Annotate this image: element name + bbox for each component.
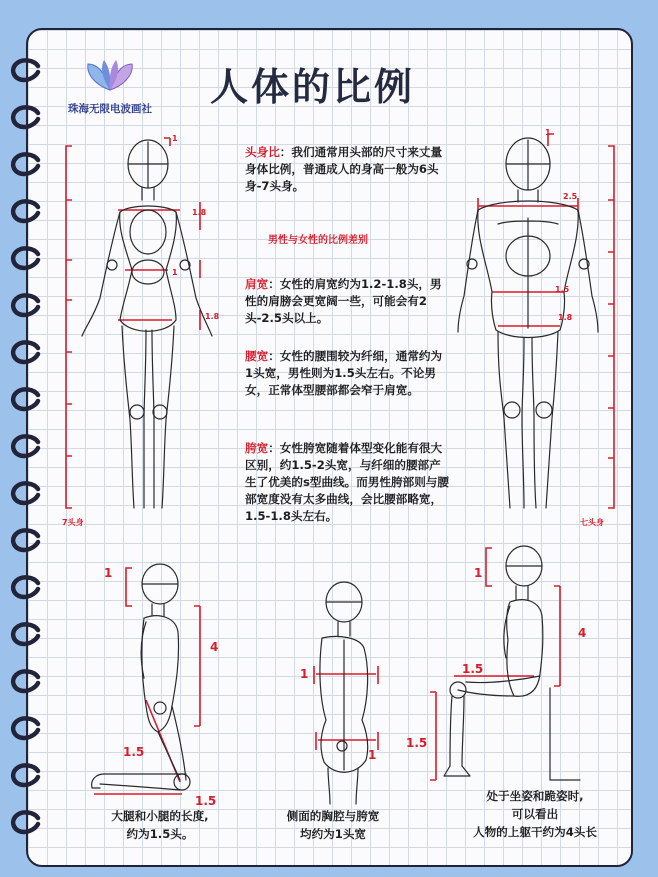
binding-ring-icon: [8, 763, 42, 789]
male-mark-2: 2.5: [563, 192, 578, 201]
binding-ring-icon: [8, 246, 42, 272]
binding-ring-icon: [8, 387, 42, 413]
female-total-label: 7头身: [62, 518, 84, 527]
sit-caption-line-2: 可以看出: [511, 807, 559, 821]
waist-label: 腰宽: [245, 349, 269, 363]
hip-paragraph: [245, 440, 450, 525]
head-ratio-paragraph: [245, 144, 450, 195]
kneeling-figure-illustration: [60, 560, 230, 810]
sit-caption-line-3: 人物的上躯干约为4头长: [472, 825, 597, 839]
kneel-mark-torso: 4: [210, 640, 219, 654]
female-mark-2: 1.8: [192, 208, 207, 217]
female-mark-1: 1: [172, 134, 178, 143]
hip-text: ：女性胯宽随着体型变化能有很大区别，约1.5-2头宽，与纤细的腰部产生了优美的s型曲线。而男性胯部则与腰部宽度没有太多曲线，会比腰部略宽，1.5-1.8头左右。: [245, 441, 449, 523]
waist-text: ：女性的腰围较为纤细，通常约为1头宽，男性则为1.5头左右。不论男女，正常体型腰部都会窄于肩宽。: [245, 349, 443, 397]
side-mark-chest: 1: [300, 667, 309, 681]
male-total-label: 七头身: [580, 518, 604, 527]
binding-ring-icon: [8, 340, 42, 366]
binding-ring-icon: [8, 152, 42, 178]
binding-ring-icon: [8, 716, 42, 742]
binding-ring-icon: [8, 293, 42, 319]
shoulder-paragraph: [245, 276, 450, 327]
male-mark-4: 1.8: [558, 313, 573, 322]
binding-ring-icon: [8, 105, 42, 131]
subtitle: 男性与女性的比例差别: [268, 235, 368, 246]
head-ratio-text: ：我们通常用头部的尺寸来丈量身体比例，普通成人的身高一般为6头身-7头身。: [245, 145, 443, 193]
binding-ring-icon: [8, 199, 42, 225]
binding-ring-icon: [8, 528, 42, 554]
kneel-mark-head: 1: [104, 566, 113, 580]
side-mark-hip: 1: [368, 748, 377, 762]
binding-ring-icon: [8, 622, 42, 648]
sit-mark-torso: 4: [578, 626, 587, 640]
binding-ring-icon: [8, 669, 42, 695]
logo-text: 珠海无限电波画社: [68, 103, 152, 115]
sit-mark-shin: 1.5: [406, 736, 428, 750]
kneel-mark-thigh: 1.5: [123, 745, 145, 759]
side-figure-illustration: [300, 580, 410, 810]
binding-ring-icon: [8, 575, 42, 601]
shoulder-label: 肩宽: [245, 277, 269, 291]
sit-caption: [440, 787, 630, 841]
female-mark-3: 1: [172, 268, 178, 277]
kneel-caption-line-1: 大腿和小腿的长度,: [111, 809, 209, 823]
page-title: 人体的比例: [210, 65, 416, 109]
side-caption-line-2: 均约为1头宽: [299, 827, 367, 841]
male-figure-illustration: [450, 128, 620, 528]
side-caption: [258, 807, 408, 843]
binding-ring-icon: [8, 58, 42, 84]
sit-mark-thigh: 1.5: [462, 662, 484, 676]
female-figure-illustration: [60, 130, 230, 530]
binding-ring-icon: [8, 481, 42, 507]
waist-paragraph: [245, 348, 450, 399]
head-ratio-label: 头身比: [245, 145, 280, 159]
shoulder-text: ：女性的肩宽约为1.2-1.8头，男性的肩膀会更宽阔一些，可能会有2头-2.5头以上。: [245, 277, 442, 325]
binding-ring-icon: [8, 810, 42, 836]
side-caption-line-1: 侧面的胸腔与胯宽: [286, 809, 380, 823]
kneel-caption: [80, 807, 240, 843]
male-mark-1: 1: [545, 128, 551, 137]
kneel-caption-line-2: 约为1.5头。: [126, 827, 194, 841]
binding-ring-icon: [8, 434, 42, 460]
butterfly-icon: [80, 56, 140, 100]
sit-caption-line-1: 处于坐姿和跪姿时,: [486, 789, 584, 803]
sitting-figure-illustration: [410, 540, 590, 790]
hip-label: 胯宽: [245, 441, 269, 455]
male-mark-3: 1.5: [555, 285, 570, 294]
female-mark-4: 1.8: [205, 312, 220, 321]
sit-mark-head: 1: [474, 566, 483, 580]
kneel-mark-shin: 1.5: [195, 794, 217, 808]
